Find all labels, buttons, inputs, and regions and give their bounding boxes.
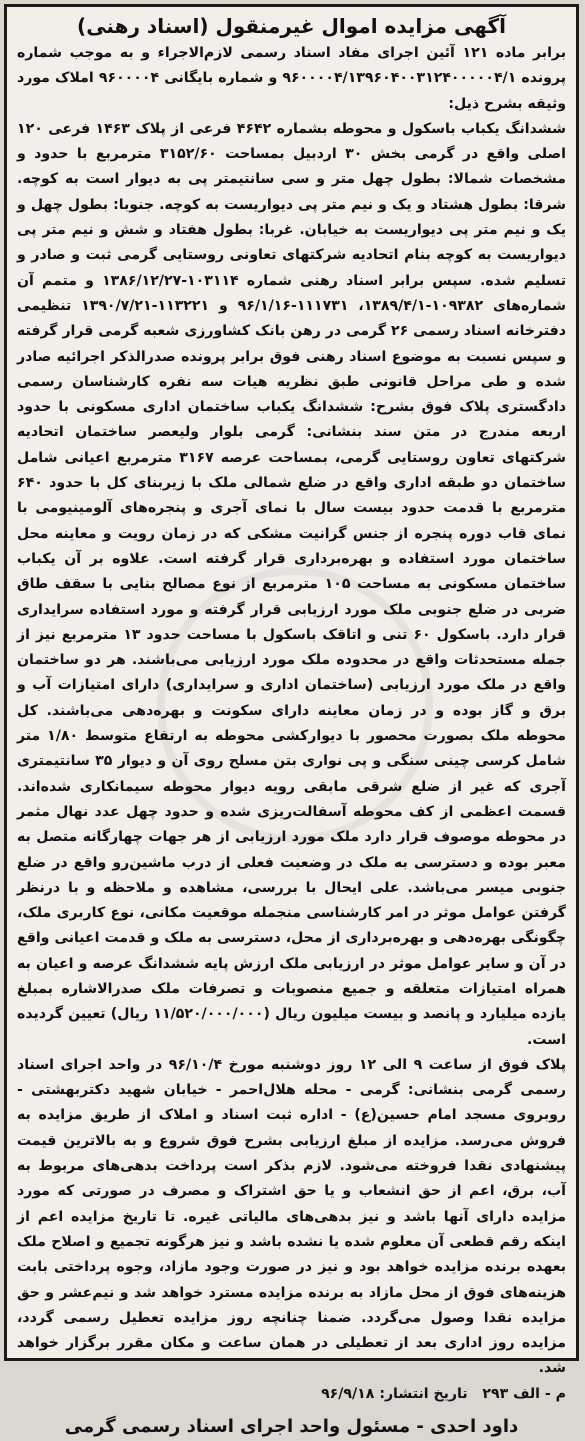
notice-title: آگهی مزایده اموال غیرمنقول (اسناد رهنی) [77,14,506,38]
signature-line: داود احدی - مسئول واحد اجرای اسناد رسمی گرمی [64,1415,519,1437]
intro-paragraph: برابر ماده ۱۲۱ آئین اجرای مفاد اسناد رسمی لازم‌الاجراء و به موجب شماره پرونده ۹۶۰۰۰۰۴/۱۳۹۶۰۴۰۰۳۱۲۴۰۰۰۰۰۴/۱ و شماره بایگانی ۹۶۰۰۰۰۴ املاک مورد وثیقه بشرح ذیل: [17,45,567,112]
publish-code: م - الف ۲۹۳ [482,1385,566,1402]
publish-date: ۹۶/۹/۱۸ [321,1385,375,1402]
auction-terms-paragraph: پلاک فوق از ساعت ۹ الی ۱۲ روز دوشنبه مورخ ۹۶/۱۰/۴ در واحد اجرای اسناد رسمی گرمی بنشانی: گرمی - محله هلال‌احمر - خیابان شهید دکتربهشتی - روبروی مسجد امام حسین(ع) - اداره ثبت اسناد و املاک از طریق مزایده به فروش می‌رسد. مزایده از مبلغ ارزیابی بشرح فوق شروع و به بالاترین قیمت پیشنهادی نقدا فروخته می‌شود. لازم بذکر است پرداخت بدهی‌های مربوط به آب، برق، اعم از حق انشعاب و یا حق اشتراک و مصرف در صورتی که مورد مزایده دارای آنها باشد و نیز بدهی‌های مالیاتی غیره. تا تاریخ مزایده اعم از اینکه رقم قطعی آن معلوم شده یا نشده باشد و نیز هرگونه تجمیع و اصلاح ملک بعهده برنده مزایده خواهد بود و نیز در صورت وجود مازاد، وجوه پرداختی بابت هزینه‌های فوق از محل مازاد به برنده مزایده مسترد خواهد شد و نیم‌عشر و حق مزایده نقدا وصول می‌گردد. ضمنا چنانچه روز مزایده تعطیل رسمی گردد، مزایده روز اداری بعد از تعطیلی در همان ساعت و مکان مقرر برگزار خواهد شد. [17,1056,567,1377]
notice-body [17,41,566,1382]
publish-info [17,1382,566,1407]
publish-date-label: تاریخ انتشار: [379,1385,468,1402]
property-description-paragraph: ششدانگ یکباب باسکول و محوطه بشماره ۴۶۴۲ فرعی از پلاک ۱۴۶۳ فرعی ۱۲۰ اصلی واقع در گرمی بخش ۳۰ اردبیل بمساحت ۳۱۵۲/۶۰ مترمربع با حدود و مشخصات شمالا: بطول چهل متر و سی سانتیمتر پی به دیوار است به کوچه. شرقا: بطول هشتاد و یک و نیم متر پی دیواریست به کوچه. جنوبا: بطول چهل و یک و نیم متر پی دیواریست به خیابان. غربا: بطول هفتاد و شش و نیم متر پی دیواریست به کوچه بنام اتحادیه شرکتهای تعاونی روستایی گرمی ثبت و صادر و تسلیم شده. سپس برابر اسناد رهنی شماره ۱۰۳۱۱۴-۱۳۸۶/۱۲/۲۷ و متمم آن شماره‌های ۱۰۹۳۸۲-۱۳۸۹/۴/۱، ۱۱۱۷۳۱-۹۶/۱/۱۶ و ۱۱۳۲۲۱-۱۳۹۰/۷/۲۱ تنظیمی دفترخانه اسناد رسمی ۲۶ گرمی در رهن بانک کشاورزی شعبه گرمی قرار گرفته و سپس نسبت به موضوع اسناد رهنی فوق برابر پرونده صدرالذکر اجرائیه صادر شده و طی مراحل قانونی طبق نظریه هیات سه نفره کارشناسان رسمی دادگستری پلاک فوق بشرح: ششدانگ یکباب ساختمان اداری مسکونی با حدود اربعه مندرج در متن سند بنشانی: گرمی بلوار ولیعصر ساختمان اتحادیه شرکتهای تعاون روستایی گرمی، بمساحت عرصه ۳۱۶۷ مترمربع اعیانی شامل ساختمان دو طبقه اداری واقع در ضلع شمالی ملک با زیربنای کل با حدود ۶۴۰ مترمربع با قدمت حدود بیست سال با نمای آجری و پنجره‌های آلومینیومی با نمای قاب دوره پنجره از جنس گرانیت مشکی که در زمان رویت و معاینه محل ساختمان مورد استفاده و بهره‌برداری قرار گرفته است. علاوه بر آن یکباب ساختمان مسکونی به مساحت ۱۰۵ مترمربع از نوع مصالح بنایی با سقف طاق ضربی در ضلع جنوبی ملک مورد ارزیابی قرار گرفته و مورد استفاده سرایداری قرار دارد. باسکول ۶۰ تنی و اتاقک باسکول با مساحت حدود ۱۳ مترمربع نیز از جمله مستحدثات واقع در محدوده ملک مورد ارزیابی می‌باشند. هر دو ساختمان واقع در ملک مورد ارزیابی (ساختمان اداری و سرایداری) دارای امتیازات آب و برق و گاز بوده و در زمان معاینه دارای سکونت و بهره‌دهی می‌باشند. کل محوطه ملک بصورت محصور با دیوارکشی محوطه به ارتفاع متوسط ۱/۸۰ متر شامل کرسی چینی سنگی و پی نواری بتن مسلح روی آن و دیوار ۳۵ سانتیمتری آجری که غیر از ضلع شرقی مابقی رویه دیوار محوطه سیمانکاری شده‌اند. قسمت اعظمی از کف محوطه آسفالت‌ریزی شده و حدود چهل عدد نهال مثمر در محوطه موصوف قرار دارد ملک مورد ارزیابی از هر جهات چهارگانه متصل به معبر بوده و دسترسی به ملک در وضعیت فعلی از درب ماشین‌رو واقع در ضلع جنوبی میسر می‌باشد. علی ایحال با بررسی، مشاهده و ملاحظه و با درنظر گرفتن عوامل موثر در امر کارشناسی منجمله موقعیت مکانی، نوع کاربری ملک، چگونگی بهره‌دهی و بهره‌برداری از محل، دسترسی به ملک و قدمت اعیانی واقع در آن و سایر عوامل موثر در ارزیابی ملک ارزش پایه ششدانگ عرصه و اعیان به همراه امتیازات متعلقه و جمیع منصوبات و تصرفات ملک صدرالاشاره بمبلغ یازده میلیارد و پانصد و بیست میلیون ریال (۱۱/۵۲۰/۰۰۰/۰۰۰ ریال) تعیین گردیده است. [17,120,567,1048]
notice-page [4,4,579,1437]
